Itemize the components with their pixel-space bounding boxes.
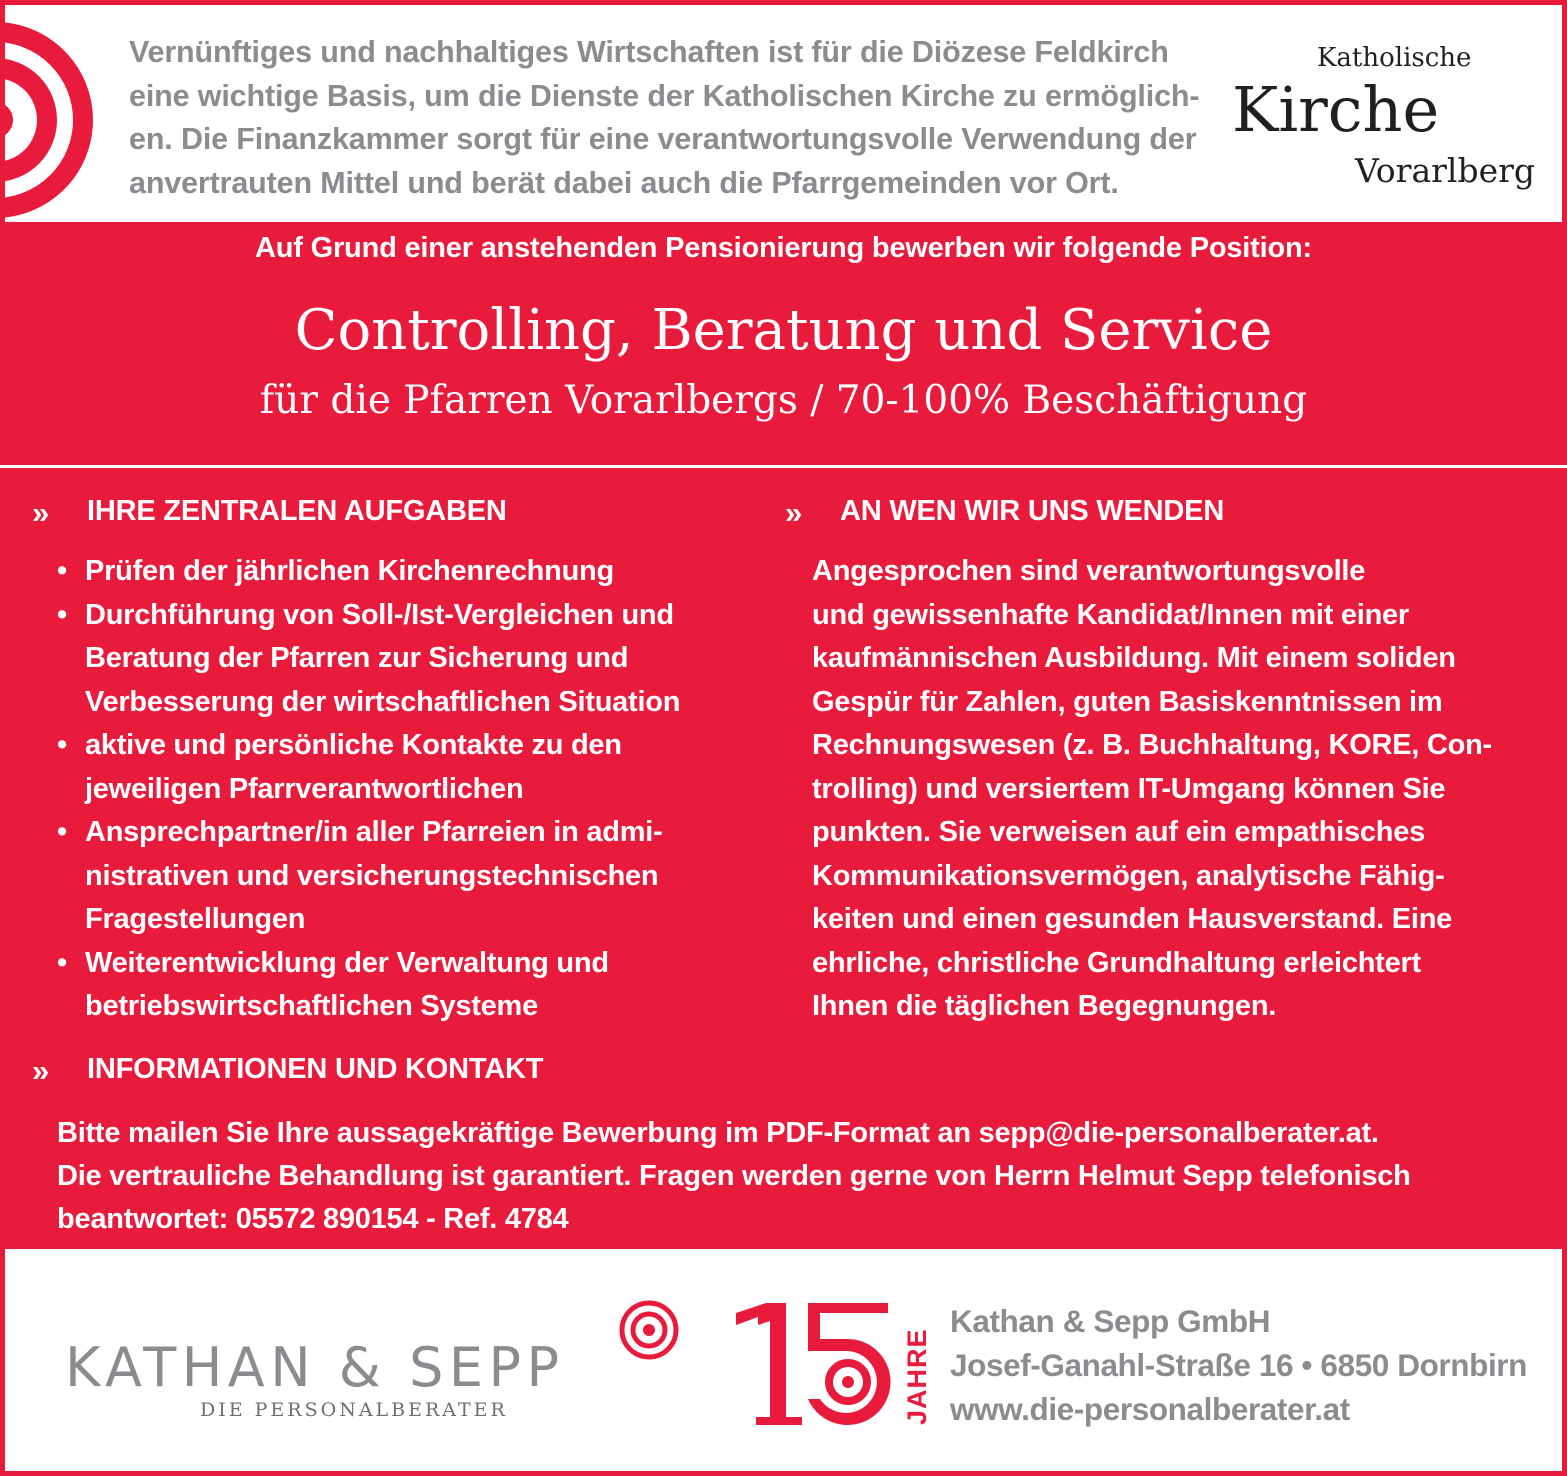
list-item (55, 550, 775, 594)
audience-line: Gespür für Zahlen, guten Basiskenntnissen im (812, 685, 1443, 718)
kathan-sepp-subline: DIE PERSONALBERATER (200, 1399, 508, 1421)
tasks-heading-text: IHRE ZENTRALEN AUFGABEN (87, 495, 507, 527)
intro-paragraph (129, 31, 1219, 205)
list-item-text: Verbesserung der wirtschaftlichen Situation (85, 685, 681, 718)
bullet-icon: • (57, 816, 67, 848)
bullet-icon: • (57, 555, 67, 587)
heading-marker-icon: » (32, 495, 50, 530)
heading-marker-icon: » (32, 1053, 50, 1088)
audience-line: Kommunikationsvermögen, analytische Fähig- (812, 859, 1445, 892)
contact-heading-text: INFORMATIONEN UND KONTAKT (87, 1053, 544, 1085)
anniversary-word: JAHRE (902, 1328, 932, 1425)
bullet-icon: • (57, 946, 67, 979)
intro-line: anvertrauten Mittel und berät dabei auch die Pfarrgemeinden vor Ort. (129, 165, 1119, 200)
audience-line: punkten. Sie verweisen auf ein empathisches (812, 816, 1425, 848)
audience-line: trolling) und versiertem IT-Umgang können Sie (812, 772, 1446, 805)
intro-line: en. Die Finanzkammer sorgt für eine verantwortungsvolle Verwendung der (129, 122, 1197, 156)
audience-line: Rechnungswesen (z. B. Buchhaltung, KORE, Con- (812, 729, 1492, 761)
audience-line: Angesprochen sind verantwortungsvolle (812, 555, 1366, 587)
company-info (950, 1299, 1527, 1431)
audience-line: ehrliche, christliche Grundhaltung erleichtert (812, 946, 1421, 979)
logo-line-2: Kirche (1232, 73, 1440, 146)
intro-line: Vernünftiges und nachhaltiges Wirtschaften ist für die Diözese Feldkirch (129, 35, 1169, 69)
bullet-icon: • (57, 729, 67, 761)
list-item-text: Weiterentwicklung der Verwaltung und (85, 946, 609, 979)
contact-line: Die vertrauliche Behandlung ist garantiert. Fragen werden gerne von Herrn Helmut Sepp telefonisch (57, 1160, 1411, 1192)
job-title: Controlling, Beratung und Service (294, 298, 1273, 363)
audience-line: Ihnen die täglichen Begegnungen. (812, 990, 1277, 1022)
company-name: Kathan & Sepp GmbH (950, 1303, 1271, 1339)
tasks-list (55, 550, 775, 1029)
list-item-text: jeweiligen Pfarrverantwortlichen (85, 772, 524, 805)
company-website[interactable]: www.die-personalberater.at (950, 1391, 1350, 1427)
bullet-icon: • (57, 598, 67, 631)
list-item-text: aktive und persönliche Kontakte zu den (85, 729, 622, 761)
intro-line: eine wichtige Basis, um die Dienste der Katholischen Kirche zu ermöglich- (129, 78, 1200, 113)
list-item-text: nistrativen und versicherungstechnischen (85, 859, 659, 892)
audience-heading-text: AN WEN WIR UNS WENDEN (840, 495, 1225, 527)
heading-marker-icon: » (785, 495, 803, 530)
divider (0, 465, 1567, 468)
kathan-sepp-wordmark: KATHAN & SEPP (65, 1336, 565, 1399)
list-item-text: Prüfen der jährlichen Kirchenrechnung (85, 555, 614, 587)
contact-paragraph (57, 1112, 1527, 1241)
target-logo-icon (5, 20, 95, 220)
contact-line: Bitte mailen Sie Ihre aussagekräftige Bewerbung im PDF-Format an sepp@die-personalberater.at. (57, 1117, 1379, 1149)
list-item-text: Durchführung von Soll-/Ist-Vergleichen und (85, 598, 674, 631)
list-item-text: betriebswirtschaftlichen Systeme (85, 990, 538, 1022)
target-logo-icon (618, 1299, 680, 1361)
audience-line: und gewissenhafte Kandidat/Innen mit einer (812, 598, 1409, 631)
header-panel (5, 5, 1562, 222)
job-subtitle: für die Pfarren Vorarlbergs / 70-100% Beschäftigung (259, 378, 1308, 423)
list-item (55, 594, 775, 725)
list-item (55, 724, 775, 811)
audience-line: kaufmännischen Ausbildung. Mit einem soliden (812, 642, 1456, 674)
list-item (55, 942, 775, 1029)
audience-line: keiten und einen gesunden Hausverstand. Eine (812, 903, 1453, 935)
announcement: Auf Grund einer anstehenden Pensionierung bewerben wir folgende Position: (255, 232, 1312, 264)
list-item-text: Ansprechpartner/in aller Pfarreien in admi- (85, 816, 663, 848)
contact-line: beantwortet: 05572 890154 - Ref. 4784 (57, 1203, 569, 1235)
list-item (55, 811, 775, 942)
anniversary-15-logo (728, 1299, 948, 1429)
list-item-text: Beratung der Pfarren zur Sicherung und (85, 642, 629, 674)
company-address: Josef-Ganahl-Straße 16 • 6850 Dornbirn (950, 1347, 1528, 1383)
logo-line-1: Katholische (1317, 43, 1472, 73)
audience-paragraph (812, 550, 1532, 1029)
list-item-text: Fragestellungen (85, 903, 306, 935)
footer-panel (5, 1249, 1562, 1471)
logo-line-3: Vorarlberg (1355, 151, 1536, 190)
katholische-kirche-logo (1227, 35, 1547, 205)
